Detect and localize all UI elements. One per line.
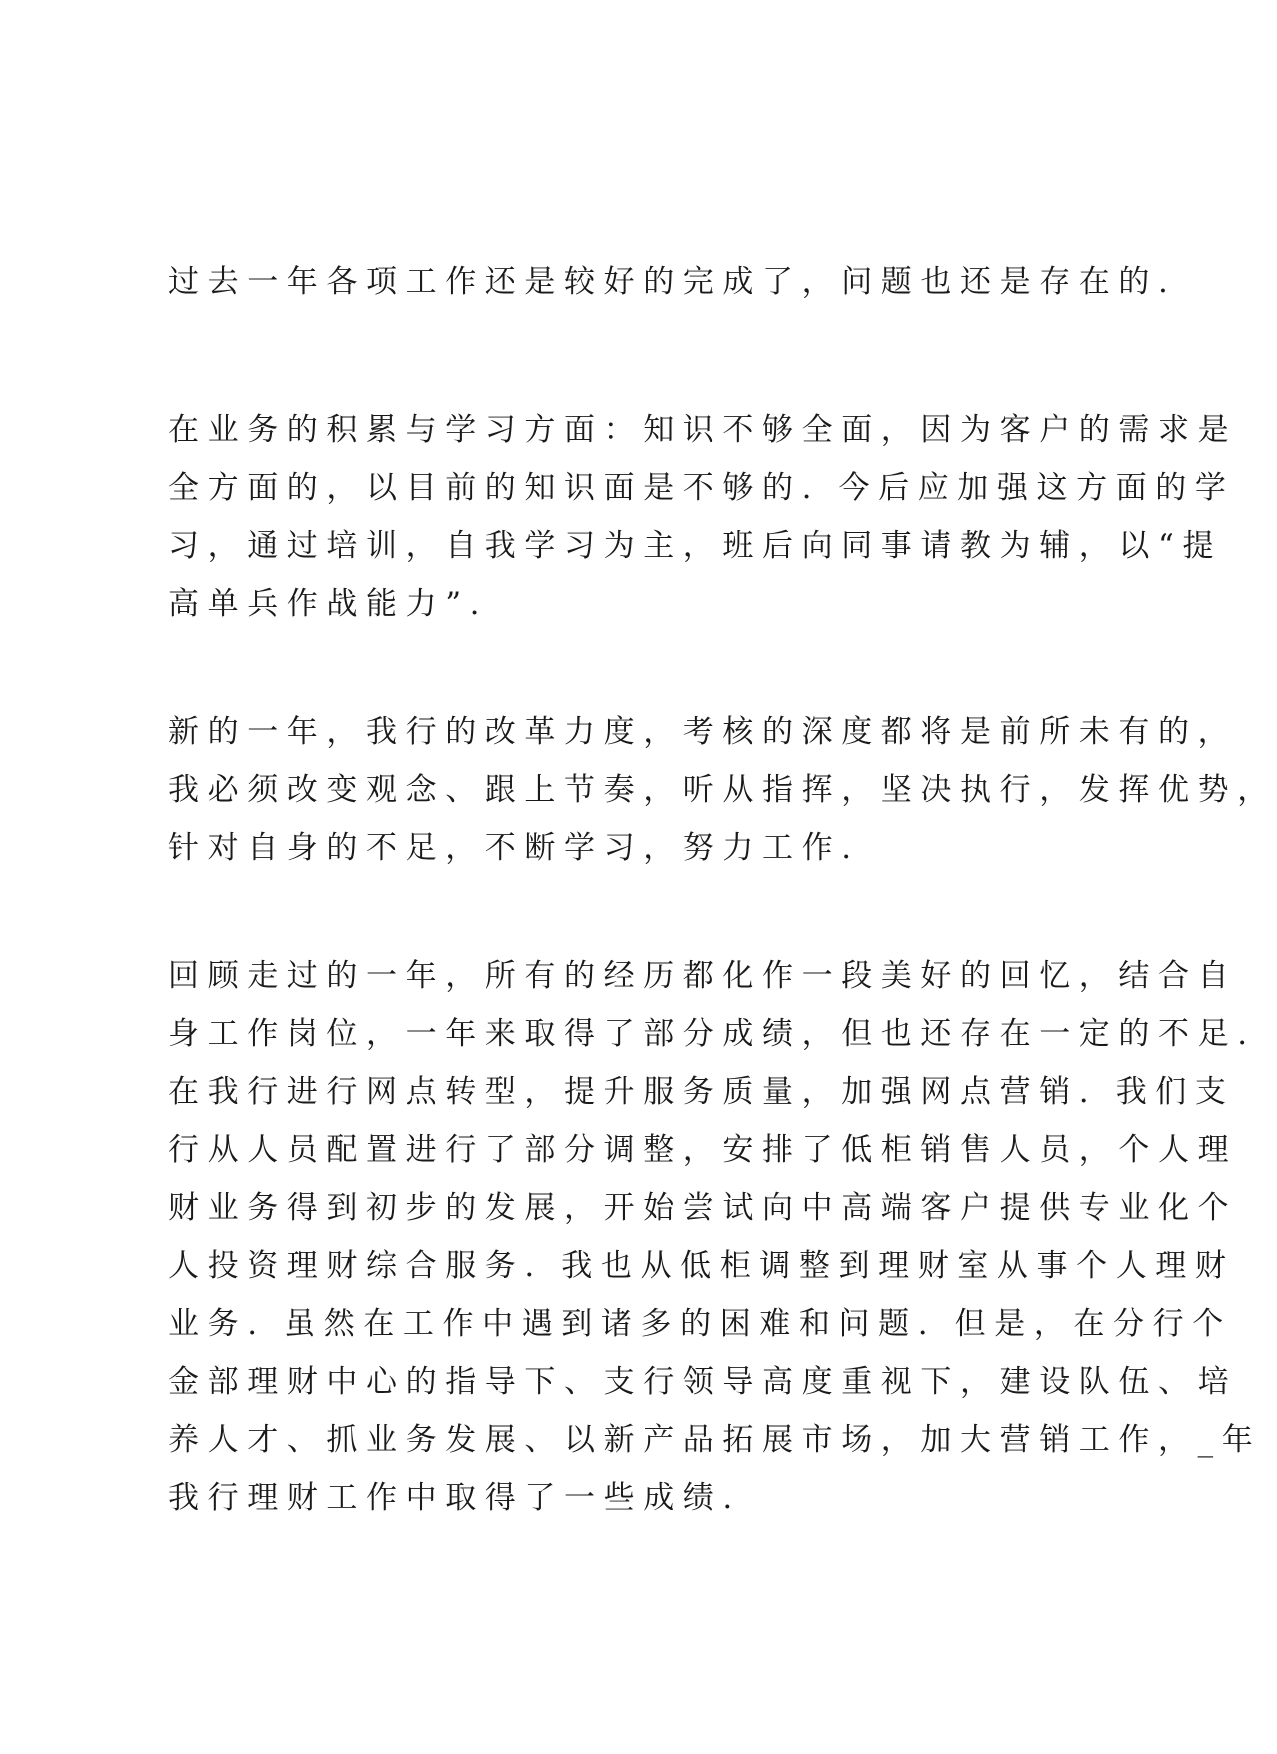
text-line: 身工作岗位，一年来取得了部分成绩，但也还存在一定的不足. [168, 1016, 1256, 1052]
text-line: 高单兵作战能力”. [168, 586, 489, 622]
text-line: 新的一年，我行的改革力度，考核的深度都将是前所未有的， [168, 714, 1238, 750]
text-line: 在我行进行网点转型，提升服务质量，加强网点营销. 我们支 [168, 1074, 1235, 1110]
text-line: 回顾走过的一年，所有的经历都化作一段美好的回忆，结合自 [168, 958, 1238, 994]
text-line: 习，通过培训，自我学习为主，班后向同事请教为辅，以“提 [168, 528, 1223, 564]
text-line: 我行理财工作中取得了一些成绩. [168, 1480, 741, 1516]
text-line: 我必须改变观念、跟上节奏，听从指挥，坚决执行，发挥优势， [168, 772, 1277, 808]
text-line: 全方面的，以目前的知识面是不够的. 今后应加强这方面的学 [168, 470, 1235, 506]
text-line: 人投资理财综合服务. 我也从低柜调整到理财室从事个人理财 [168, 1248, 1235, 1284]
text-line: 业务. 虽然在工作中遇到诸多的困难和问题. 但是，在分行个 [168, 1306, 1232, 1342]
text-line: 养人才、抓业务发展、以新产品拓展市场，加大营销工作，_年 [168, 1422, 1262, 1458]
text-line: 过去一年各项工作还是较好的完成了，问题也还是存在的. [168, 264, 1177, 300]
text-line: 财业务得到初步的发展，开始尝试向中高端客户提供专业化个 [168, 1190, 1238, 1226]
text-line: 针对自身的不足，不断学习，努力工作. [168, 830, 860, 866]
text-line: 金部理财中心的指导下、支行领导高度重视下，建设队伍、培 [168, 1364, 1238, 1400]
text-line: 行从人员配置进行了部分调整，安排了低柜销售人员，个人理 [168, 1132, 1238, 1168]
text-line: 在业务的积累与学习方面：知识不够全面，因为客户的需求是 [168, 412, 1238, 448]
